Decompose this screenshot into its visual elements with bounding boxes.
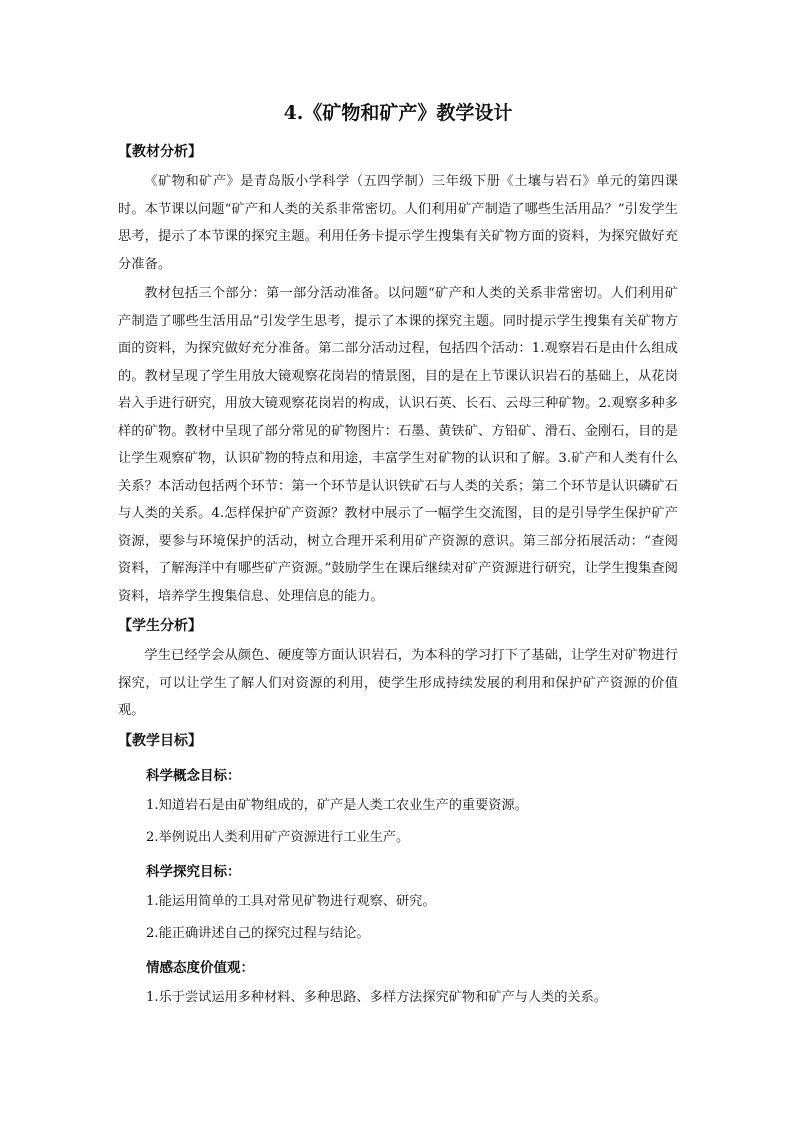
goal-item-concept-2: 2.举例说出人类利用矿产资源进行工业生产。 xyxy=(146,829,410,845)
paragraph-material-2: 教材包括三个部分：第一部分活动准备。以问题“矿产和人类的关系非常密切。人们利用矿产制造了哪些生活用品”引发学生思考，提示了本课的探究主题。同时提示学生搜集有关矿物方面的资料，为探究做好充分准备。第二部分活动过程，包括四个活动：1.观察岩石是由什么组成的。教材呈现了学生用放大镜观察花岗岩的情景图，目的是在上节课认识岩石的基础上，从花岗岩入手进行研究，用放大镜观察花岗岩的构成，认识石英、长石、云母三种矿物。2.观察多种多样的矿物。教材中呈现了部分常见的矿物图片：石墨、黄铁矿、方铅矿、滑石、金刚石，目的是让学生观察矿物，认识矿物的特点和用途，丰富学生对矿物的认识和了解。3.矿产和人类有什么关系？本活动包括两个环节：第一个环节是认识铁矿石与人类的关系；第二个环节是认识磷矿石与人类的关系。4.怎样保护矿产资源？教材中展示了一幅学生交流图，目的是引导学生保护矿产资源，要参与环境保护的活动，树立合理开采利用矿产资源的意识。第三部分拓展活动：“查阅资料，了解海洋中有哪些矿产资源。”鼓励学生在课后继续对矿产资源进行研究，让学生搜集查阅资料，培养学生搜集信息、处理信息的能力。 xyxy=(118,286,678,604)
section-heading-student: 【学生分析】 xyxy=(118,618,202,634)
section-heading-material: 【教材分析】 xyxy=(118,144,202,160)
paragraph-material-1: 《矿物和矿产》是青岛版小学科学（五四学制）三年级下册《土壤与岩石》单元的第四课时。本节课以问题“矿产和人类的关系非常密切。人们利用矿产制造了哪些生活用品？”引发学生思考，提示了本节课的探究主题。利用任务卡提示学生搜集有关矿物方面的资料，为探究做好充分准备。 xyxy=(118,174,678,272)
goal-item-inquiry-1: 1.能运用简单的工具对常见矿物进行观察、研究。 xyxy=(146,893,436,909)
goal-item-attitude-1: 1.乐于尝试运用多种材料、多种思路、多样方法探究矿物和矿产与人类的关系。 xyxy=(146,989,607,1005)
goal-item-inquiry-2: 2.能正确讲述自己的探究过程与结论。 xyxy=(146,925,370,941)
goal-item-concept-1: 1.知道岩石是由矿物组成的，矿产是人类工农业生产的重要资源。 xyxy=(146,797,528,813)
goal-heading-inquiry: 科学探究目标： xyxy=(146,863,241,880)
goal-heading-attitude: 情感态度价值观： xyxy=(146,959,254,976)
goal-heading-concept: 科学概念目标： xyxy=(146,767,241,784)
section-heading-goals: 【教学目标】 xyxy=(118,732,202,749)
paragraph-student-1: 学生已经学会从颜色、硬度等方面认识岩石，为本科的学习打下了基础，让学生对矿物进行探究，可以让学生了解人们对资源的利用，使学生形成持续发展的利用和保护矿产资源的价值观。 xyxy=(118,648,678,718)
document-title: 4.《矿物和矿产》教学设计 xyxy=(283,102,513,124)
document-page xyxy=(118,100,678,1019)
